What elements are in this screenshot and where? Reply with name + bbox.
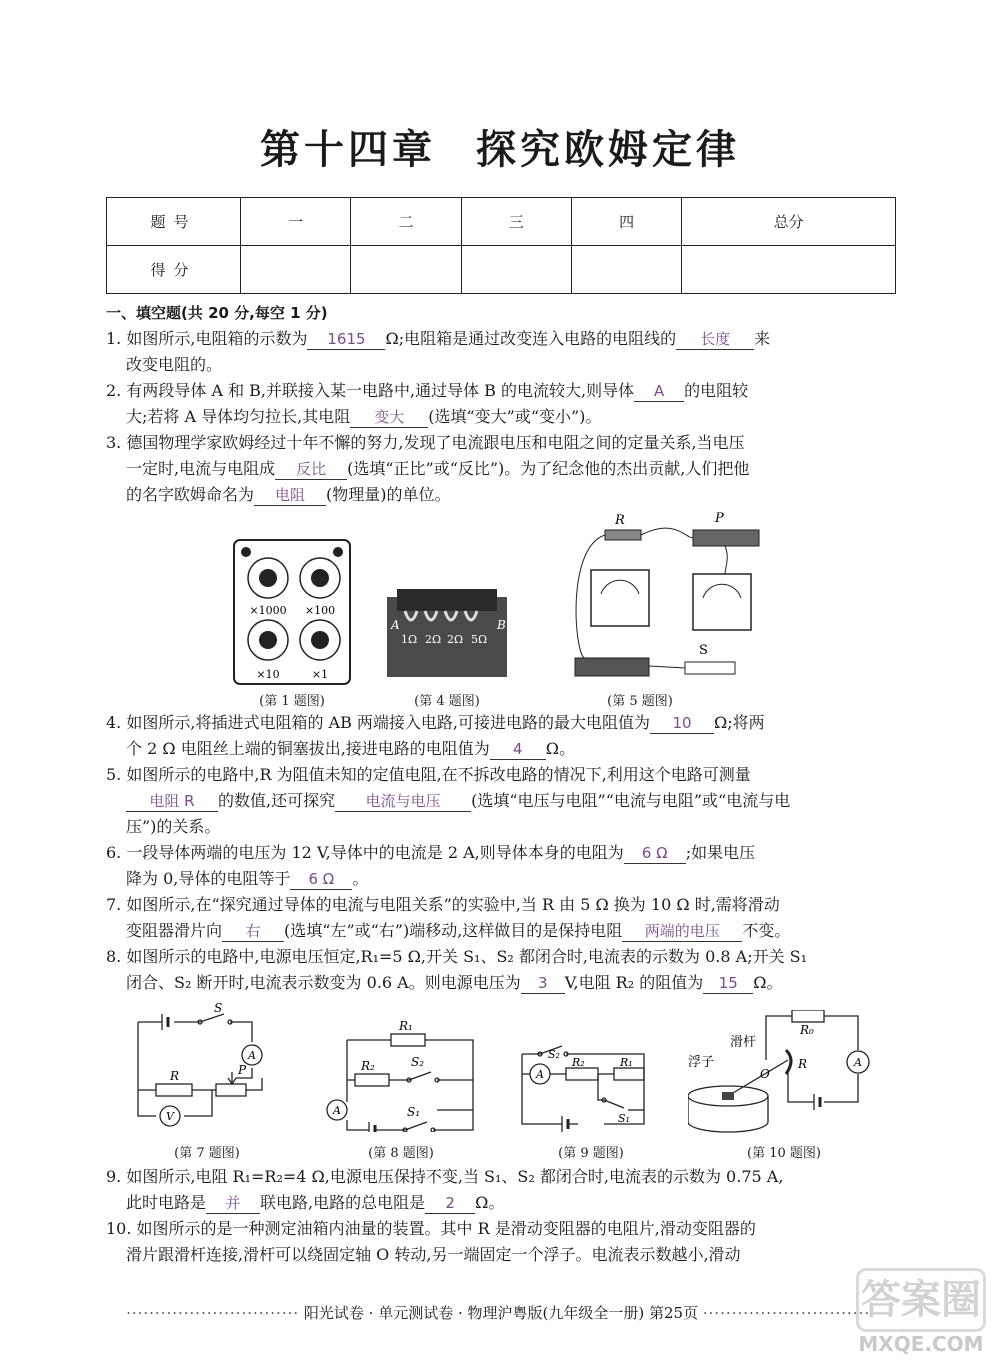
answer-blank: 1615 [307, 329, 385, 350]
score-table-header-row [107, 198, 896, 246]
answer-blank: 10 [650, 713, 714, 734]
answer-blank: 电流与电压 [335, 791, 471, 812]
answer-blank: 变大 [350, 407, 428, 428]
component-label: S₂ [548, 1048, 560, 1061]
answer-blank: 反比 [275, 459, 347, 480]
figure-4-caption: (第 4 题图) [414, 694, 480, 709]
component-label: R [798, 1057, 808, 1071]
figure-1-caption: (第 1 题图) [259, 694, 325, 709]
component-label: R₂ [361, 1059, 375, 1073]
score-cell [682, 246, 896, 294]
voltmeter-label: V [166, 1110, 174, 1123]
question-4: 4. 如图所示,将插进式电阻箱的 AB 两端接入电路,可接进电路的最大电阻值为 10 Ω;将两 个 2 Ω 电阻丝上端的铜塞拔出,接进电路的电阻值为 4 Ω。 [106, 713, 765, 758]
question-8: 8. 如图所示的电路中,电源电压恒定,R₁=5 Ω,开关 S₁、S₂ 都闭合时,电流表的示数为 0.8 A;开关 S₁ 闭合、S₂ 断开时,电流表示数变为 0.6 A。则电源电压为 3 V,电阻 R₂ 的阻值为 15 Ω。 [106, 947, 808, 992]
question-10: 10. 如图所示的是一种测定油箱内油量的装置。其中 R 是滑动变阻器的电阻片,滑动变阻器的 滑片跟滑杆连接,滑杆可以绕固定轴 O 转动,另一端固定一个浮子。电流表示数越小,滑动 [106, 1219, 756, 1264]
figure-4-plug-resistance-box [385, 585, 510, 680]
ammeter-label: A [536, 1068, 544, 1081]
figure-5-circuit-apparatus [565, 508, 775, 686]
figure-7-circuit [132, 1002, 282, 1132]
question-3: 3. 德国物理学家欧姆经过十年不懈的努力,发现了电流跟电压和电阻之间的定量关系,当电压 一定时,电流与电阻成 反比 (选填“正比”或“反比”)。为了纪念他的杰出贡献,人们把他 的名字欧姆命名为 电阻 (物理量)的单位。 [106, 433, 750, 504]
resistor-label: 5Ω [471, 633, 488, 646]
dial-label: ×1 [311, 668, 329, 681]
answer-blank: 电阻 R [126, 791, 218, 812]
resistor-label: 2Ω [425, 633, 442, 646]
component-label: R₁ [620, 1056, 633, 1069]
answer-blank: 15 [703, 973, 753, 994]
component-label: S [214, 1002, 223, 1015]
figure-8-circuit [325, 1020, 477, 1132]
figure-9-circuit [518, 1040, 663, 1132]
score-col: 总分 [682, 198, 896, 246]
float-label: 浮子 [688, 1055, 715, 1070]
resistor-label: 1Ω [401, 633, 418, 646]
answer-blank: 2 [425, 1193, 475, 1214]
answer-blank: 4 [490, 739, 546, 760]
answer-blank: 6 Ω [624, 843, 686, 864]
score-col: 四 [571, 198, 681, 246]
figure-10-caption: (第 10 题图) [747, 1146, 821, 1161]
page-footer: ······························ 阳光试卷 · 单元测试卷 · 物理沪粤版(九年级全一册) 第25页 ······························ [126, 1304, 876, 1322]
dial-label: ×1000 [249, 604, 287, 617]
answer-blank: 两端的电压 [622, 921, 742, 942]
figure-1-resistance-box [232, 538, 352, 686]
dial-label: ×100 [304, 604, 336, 617]
score-cell [241, 246, 351, 294]
answer-blank: 长度 [676, 329, 754, 350]
component-label: S₁ [618, 1112, 630, 1125]
score-col: 三 [461, 198, 571, 246]
answer-blank: 右 [222, 921, 284, 942]
answer-blank: 3 [521, 973, 565, 994]
question-5: 5. 如图所示的电路中,R 为阻值未知的定值电阻,在不拆改电路的情况下,利用这个电路可测量 电阻 R 的数值,还可探究 电流与电压 (选填“电压与电阻”“电流与电阻”或“电流与电 压”)的关系。 [106, 765, 791, 836]
score-cell [461, 246, 571, 294]
dial-label: ×10 [256, 668, 280, 681]
component-label: R₂ [572, 1056, 585, 1069]
terminal-label: B [497, 618, 506, 632]
score-cell [351, 246, 461, 294]
answer-blank: A [634, 381, 684, 402]
score-table [106, 197, 896, 294]
question-9: 9. 如图所示,电阻 R₁=R₂=4 Ω,电源电压保持不变,当 S₁、S₂ 都闭合时,电流表的示数为 0.75 A, 此时电路是 并 联电路,电路的总电阻是 2 Ω。 [106, 1167, 784, 1212]
figure-8-caption: (第 8 题图) [368, 1146, 434, 1161]
answer-blank: 并 [206, 1193, 260, 1214]
ammeter-label: A [248, 1049, 256, 1062]
component-label: S₂ [411, 1055, 425, 1069]
figure-7-caption: (第 7 题图) [174, 1146, 240, 1161]
page-title: 第十四章 探究欧姆定律 [260, 127, 740, 173]
question-1: 1. 如图所示,电阻箱的示数为 1615 Ω;电阻箱是通过改变连入电路的电阻线的 长度 来 改变电阻的。 [106, 329, 771, 374]
score-header-label: 题号 [107, 198, 241, 246]
answer-blank: 6 Ω [290, 869, 352, 890]
watermark-logo: 答案圈 MXQE.COM [856, 1268, 986, 1368]
component-label: P [715, 511, 724, 526]
component-label: S₁ [407, 1105, 421, 1119]
question-2: 2. 有两段导体 A 和 B,并联接入某一电路中,通过导体 B 的电流较大,则导体 A 的电阻较 大;若将 A 导体均匀拉长,其电阻 变大 (选填“变大”或“变小”)。 [106, 381, 749, 426]
component-label: R [170, 1069, 180, 1083]
score-cell [571, 246, 681, 294]
ammeter-label: A [854, 1056, 862, 1069]
component-label: R [615, 513, 625, 528]
footer-text: 阳光试卷 · 单元测试卷 · 物理沪粤版(九年级全一册) 第25页 [303, 1304, 699, 1322]
figure-10-oil-gauge [688, 1010, 883, 1135]
score-col: 二 [351, 198, 461, 246]
score-col: 一 [241, 198, 351, 246]
ammeter-label: A [333, 1104, 341, 1117]
figure-9-caption: (第 9 题图) [558, 1146, 624, 1161]
score-row-label: 得分 [107, 246, 241, 294]
component-label: R₁ [399, 1020, 413, 1033]
section-heading: 一、填空题(共 20 分,每空 1 分) [106, 304, 328, 322]
question-6: 6. 一段导体两端的电压为 12 V,导体中的电流是 2 A,则导体本身的电阻为 6 Ω ;如果电压 降为 0,导体的电阻等于 6 Ω 。 [106, 843, 756, 888]
component-label: P [238, 1063, 247, 1077]
terminal-label: A [391, 618, 400, 632]
component-label: S [699, 643, 708, 658]
score-table-score-row [107, 246, 896, 294]
answer-blank: 电阻 [254, 485, 326, 506]
resistor-label: 2Ω [447, 633, 464, 646]
pivot-label: O [760, 1067, 770, 1081]
rod-label: 滑杆 [730, 1035, 757, 1050]
question-7: 7. 如图所示,在“探究通过导体的电流与电阻关系”的实验中,当 R 由 5 Ω 换为 10 Ω 时,需将滑动 变阻器滑片向 右 (选填“左”或“右”)端移动,这样做目的是保持电阻 两端的电压 不变。 [106, 895, 791, 940]
figure-5-caption: (第 5 题图) [607, 694, 673, 709]
component-label: R₀ [800, 1023, 814, 1037]
